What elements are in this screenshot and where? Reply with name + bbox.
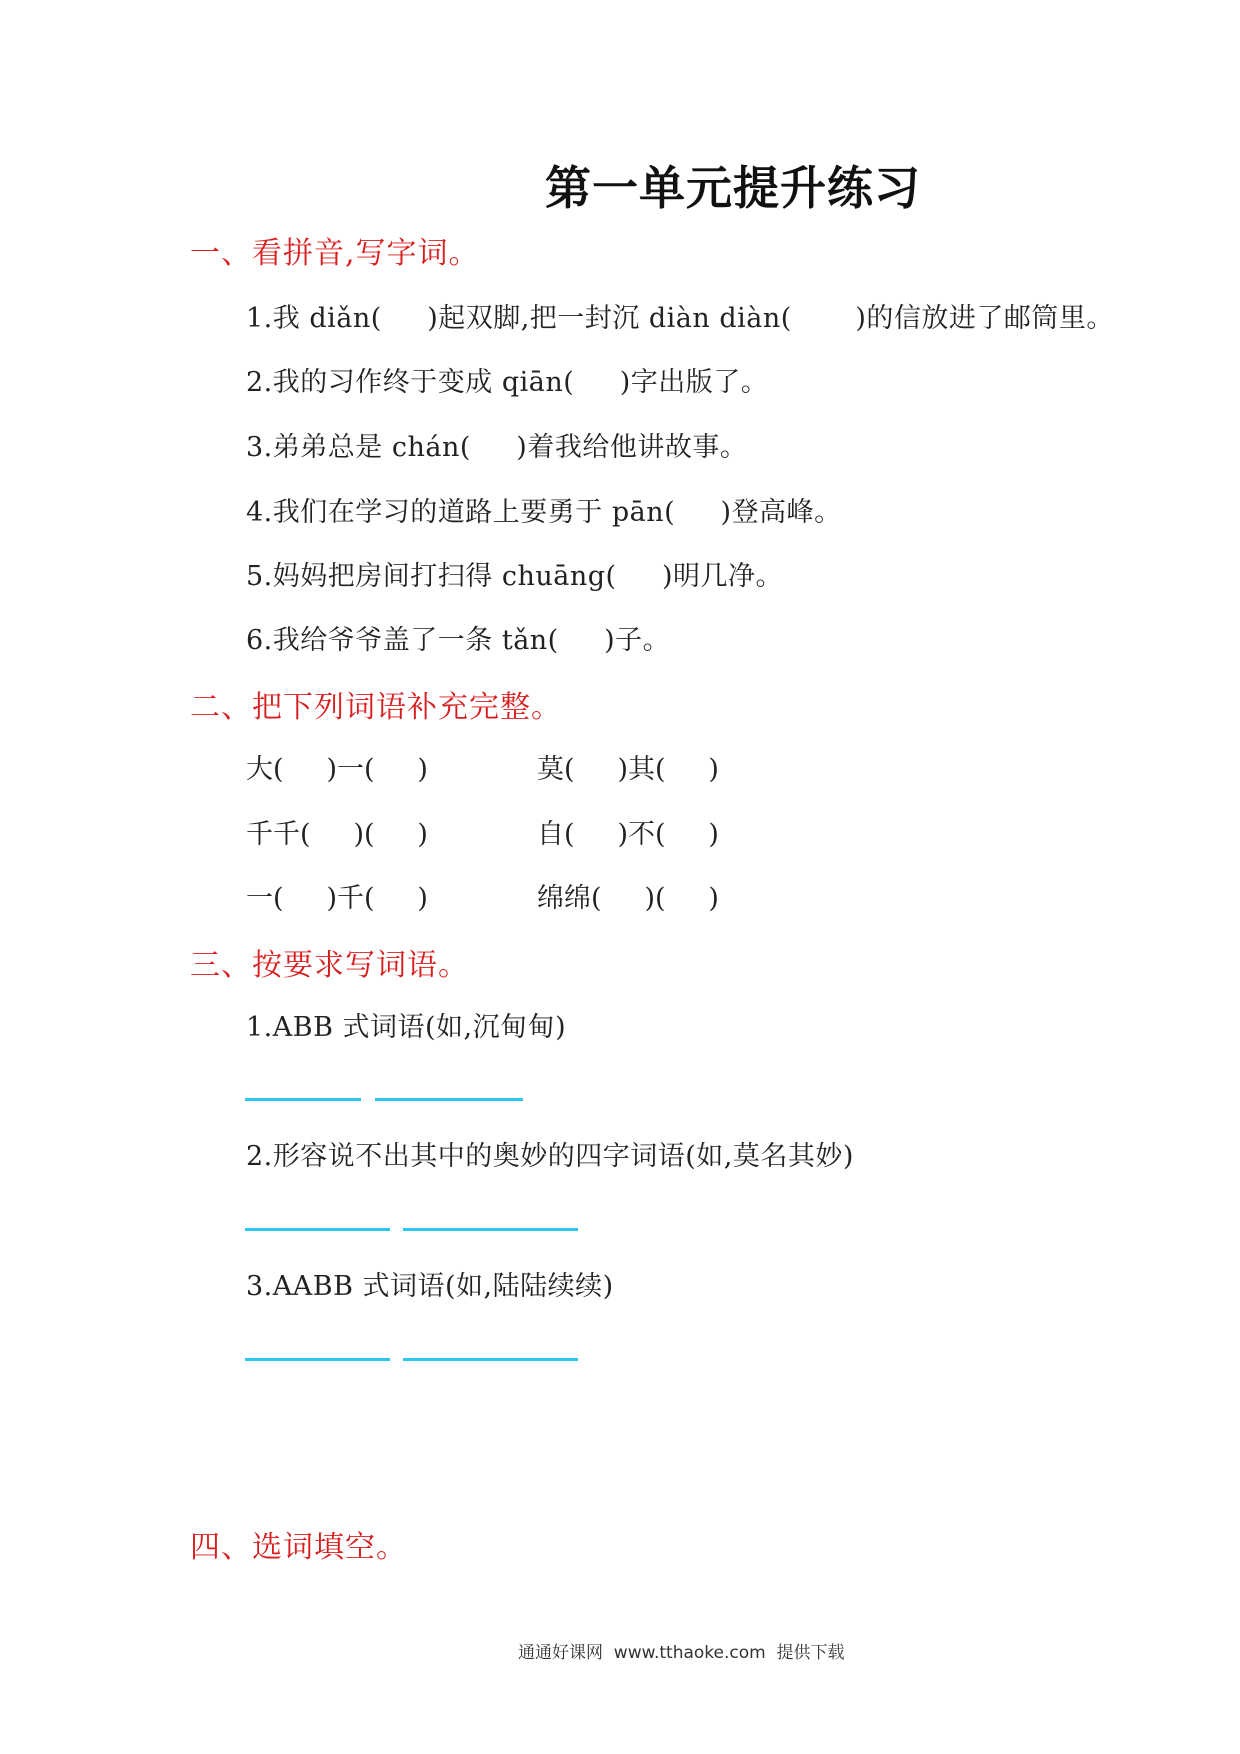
question-1-6: 6.我给爷爷盖了一条 tǎn( )子。 [246, 625, 671, 656]
idiom-blank-3: 千千( )( ) [246, 819, 428, 850]
section-4-heading: 四、选词填空。 [190, 1530, 407, 1565]
question-1-2: 2.我的习作终于变成 qiān( )字出版了。 [246, 367, 769, 398]
idiom-blank-1: 大( )一( ) [246, 754, 428, 785]
question-3-1: 1.ABB 式词语(如,沉甸甸) [246, 1012, 567, 1043]
question-1-1: 1.我 diǎn( )起双脚,把一封沉 diàn diàn( )的信放进了邮筒里。 [246, 303, 1114, 334]
question-1-4: 4.我们在学习的道路上要勇于 pān( )登高峰。 [246, 497, 842, 528]
question-1-3: 3.弟弟总是 chán( )着我给他讲故事。 [246, 432, 748, 463]
section-3-heading: 三、按要求写词语。 [190, 948, 469, 983]
answer-line [375, 1098, 523, 1101]
idiom-blank-5: 一( )千( ) [246, 883, 428, 914]
section-2-heading: 二、把下列词语补充完整。 [190, 690, 562, 725]
idiom-blank-4: 自( )不( ) [537, 819, 719, 850]
question-1-5: 5.妈妈把房间打扫得 chuāng( )明几净。 [246, 561, 783, 592]
answer-line [403, 1358, 578, 1361]
question-3-3: 3.AABB 式词语(如,陆陆续续) [246, 1271, 614, 1302]
page-title: 第一单元提升练习 [545, 161, 921, 215]
answer-line [245, 1358, 390, 1361]
answer-line [245, 1098, 361, 1101]
question-3-2: 2.形容说不出其中的奥妙的四字词语(如,莫名其妙) [246, 1141, 854, 1172]
section-1-heading: 一、看拼音,写字词。 [190, 236, 480, 271]
idiom-blank-6: 绵绵( )( ) [537, 883, 719, 914]
idiom-blank-2: 莫( )其( ) [537, 754, 719, 785]
answer-line [245, 1228, 390, 1231]
footer-credit: 通通好课网 www.tthaoke.com 提供下载 [518, 1643, 845, 1663]
answer-line [403, 1228, 578, 1231]
